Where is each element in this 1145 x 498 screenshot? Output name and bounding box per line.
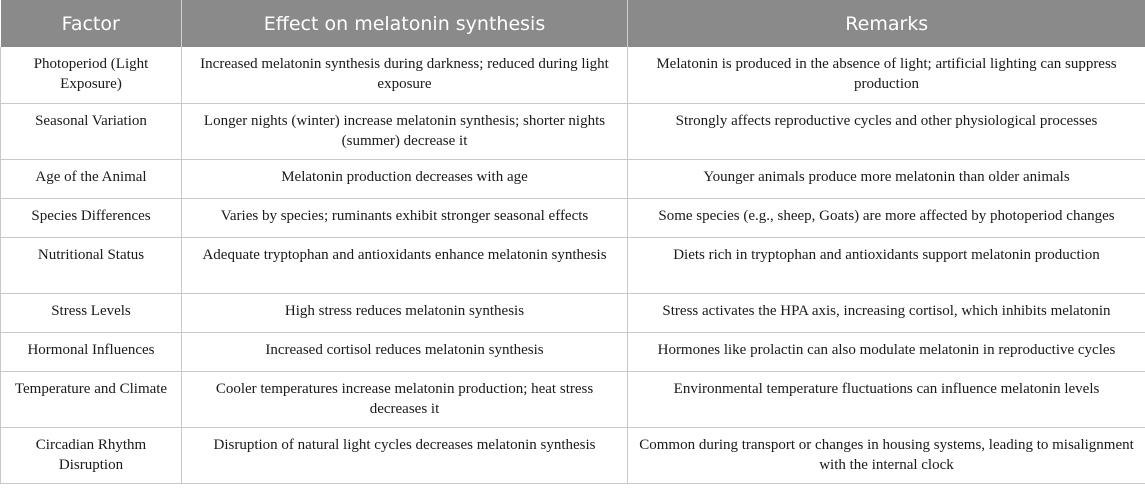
table-row (1, 237, 1145, 293)
header-row (1, 0, 1145, 47)
remarks-cell: Strongly affects reproductive cycles and other physiological processes (628, 103, 1145, 159)
effect-cell: Increased melatonin synthesis during darkness; reduced during light exposure (182, 47, 628, 103)
remarks-cell: Stress activates the HPA axis, increasing cortisol, which inhibits melatonin (628, 293, 1145, 332)
factor-cell: Hormonal Influences (1, 332, 182, 371)
factor-cell: Stress Levels (1, 293, 182, 332)
header-factor: Factor (1, 0, 182, 47)
effect-cell: Increased cortisol reduces melatonin synthesis (182, 332, 628, 371)
factor-cell: Seasonal Variation (1, 103, 182, 159)
header-effect: Effect on melatonin synthesis (182, 0, 628, 47)
effect-cell: Cooler temperatures increase melatonin production; heat stress decreases it (182, 371, 628, 427)
table-row (1, 47, 1145, 103)
effect-cell: Adequate tryptophan and antioxidants enhance melatonin synthesis (182, 237, 628, 293)
factor-cell: Species Differences (1, 198, 182, 237)
remarks-cell: Common during transport or changes in housing systems, leading to misalignment with the internal clock (628, 427, 1145, 483)
table-row (1, 293, 1145, 332)
table-row (1, 332, 1145, 371)
table-body (1, 47, 1145, 483)
factor-cell: Nutritional Status (1, 237, 182, 293)
effect-cell: Longer nights (winter) increase melatonin synthesis; shorter nights (summer) decrease it (182, 103, 628, 159)
effect-cell: Melatonin production decreases with age (182, 159, 628, 198)
remarks-cell: Younger animals produce more melatonin than older animals (628, 159, 1145, 198)
factor-cell: Temperature and Climate (1, 371, 182, 427)
header-remarks: Remarks (628, 0, 1145, 47)
table-row (1, 159, 1145, 198)
factor-cell: Age of the Animal (1, 159, 182, 198)
remarks-cell: Environmental temperature fluctuations can influence melatonin levels (628, 371, 1145, 427)
table-row (1, 103, 1145, 159)
table-row (1, 198, 1145, 237)
factor-cell: Photoperiod (Light Exposure) (1, 47, 182, 103)
table-row (1, 427, 1145, 483)
effect-cell: High stress reduces melatonin synthesis (182, 293, 628, 332)
factor-cell: Circadian Rhythm Disruption (1, 427, 182, 483)
table-row (1, 371, 1145, 427)
effect-cell: Disruption of natural light cycles decreases melatonin synthesis (182, 427, 628, 483)
remarks-cell: Some species (e.g., sheep, Goats) are more affected by photoperiod changes (628, 198, 1145, 237)
remarks-cell: Hormones like prolactin can also modulate melatonin in reproductive cycles (628, 332, 1145, 371)
effect-cell: Varies by species; ruminants exhibit stronger seasonal effects (182, 198, 628, 237)
remarks-cell: Diets rich in tryptophan and antioxidants support melatonin production (628, 237, 1145, 293)
table-header (1, 0, 1145, 47)
remarks-cell: Melatonin is produced in the absence of light; artificial lighting can suppress production (628, 47, 1145, 103)
